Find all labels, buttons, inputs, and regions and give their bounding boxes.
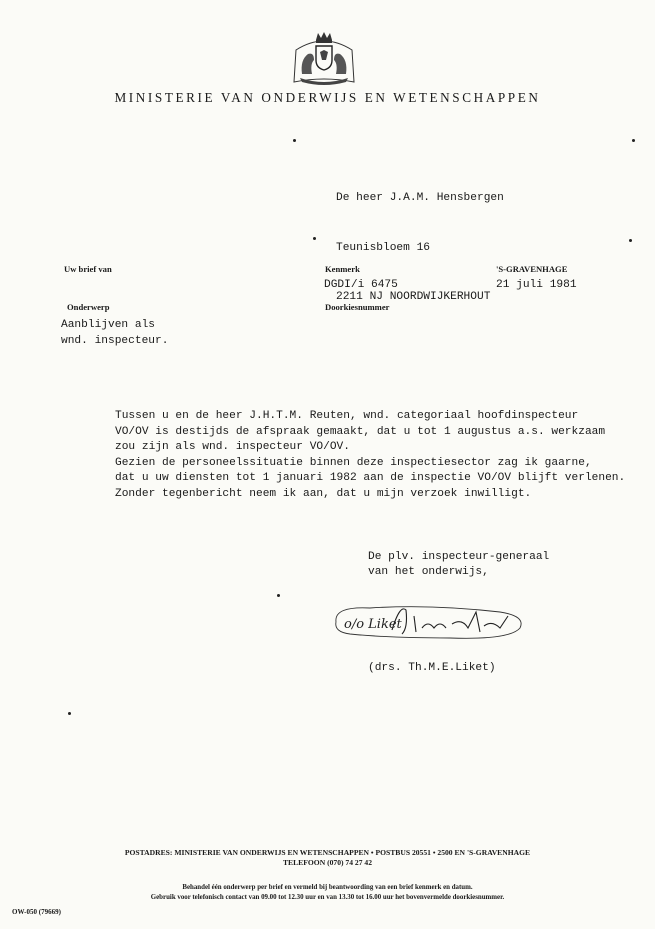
body-line: Gezien de personeelssituatie binnen deze inspectiesector zag ik gaarne, [115, 456, 592, 469]
body-line: Tussen u en de heer J.H.T.M. Reuten, wnd. categoriaal hoofdinspecteur [115, 410, 579, 422]
footer-phone: TELEFOON (070) 74 27 42 [282, 858, 373, 867]
your-letter-label: Uw brief van [64, 264, 112, 274]
ministry-title: MINISTERIE VAN ONDERWIJS EN WETENSCHAPPEN [114, 90, 541, 105]
subject-text [61, 318, 168, 349]
body-line: VO/OV is destijds de afspraak gemaakt, dat u tot 1 augustus a.s. werkzaam [115, 425, 606, 438]
reference-label: Kenmerk [325, 264, 360, 274]
footer-note-line: Behandel één onderwerp per brief en vermeld bij beantwoording van een brief kenmerk en datum. [182, 884, 473, 891]
form-code: OW-050 (79669) [12, 908, 61, 916]
royal-coat-of-arms-icon [288, 30, 360, 88]
closing-department: van het onderwijs, [368, 566, 489, 578]
punch-mark [629, 239, 632, 242]
reference-value: DGDI/i 6475 [324, 279, 398, 291]
handwritten-signature [330, 598, 530, 648]
body-line: dat u uw diensten tot 1 januari 1982 aan de inspectie VO/OV blijft verlenen. [115, 472, 626, 484]
recipient-city: 2211 NJ NOORDWIJKERHOUT [336, 291, 491, 303]
punch-mark [313, 237, 316, 240]
direct-line-label: Doorkiesnummer [325, 302, 390, 312]
recipient-street: Teunisbloem 16 [336, 241, 430, 254]
closing-title: De plv. inspecteur-generaal [368, 551, 550, 563]
letter-date: 21 juli 1981 [496, 279, 577, 291]
subject-label: Onderwerp [67, 302, 110, 312]
footer-instructions [0, 883, 655, 902]
footer-note-line: Gebruik voor telefonisch contact van 09.00 tot 12.30 uur en van 13.30 tot 16.00 uur het bovenvermelde doorkiesnummer. [150, 893, 505, 901]
punch-mark [293, 139, 296, 142]
signature-text: o/o Liket [344, 617, 402, 632]
recipient-address [336, 157, 504, 322]
letter-body [115, 409, 626, 502]
punch-mark [277, 594, 280, 597]
body-line: zou zijn als wnd. inspecteur VO/OV. [115, 441, 350, 453]
body-line: Zonder tegenbericht neem ik aan, dat u mijn verzoek inwilligt. [115, 487, 532, 500]
footer-address-line: POSTADRES: MINISTERIE VAN ONDERWIJS EN WETENSCHAPPEN • POSTBUS 20551 • 2500 EN 'S-GRAVENHAGE [124, 848, 531, 857]
closing-block [368, 550, 549, 580]
punch-mark [632, 139, 635, 142]
subject-line: Aanblijven als [61, 319, 155, 331]
subject-line: wnd. inspecteur. [61, 334, 169, 347]
recipient-name: De heer J.A.M. Hensbergen [336, 192, 504, 204]
signer-name: (drs. Th.M.E.Liket) [368, 662, 496, 674]
place-label: 'S-GRAVENHAGE [496, 264, 568, 274]
footer-postal-address [0, 848, 655, 868]
punch-mark [68, 712, 71, 715]
